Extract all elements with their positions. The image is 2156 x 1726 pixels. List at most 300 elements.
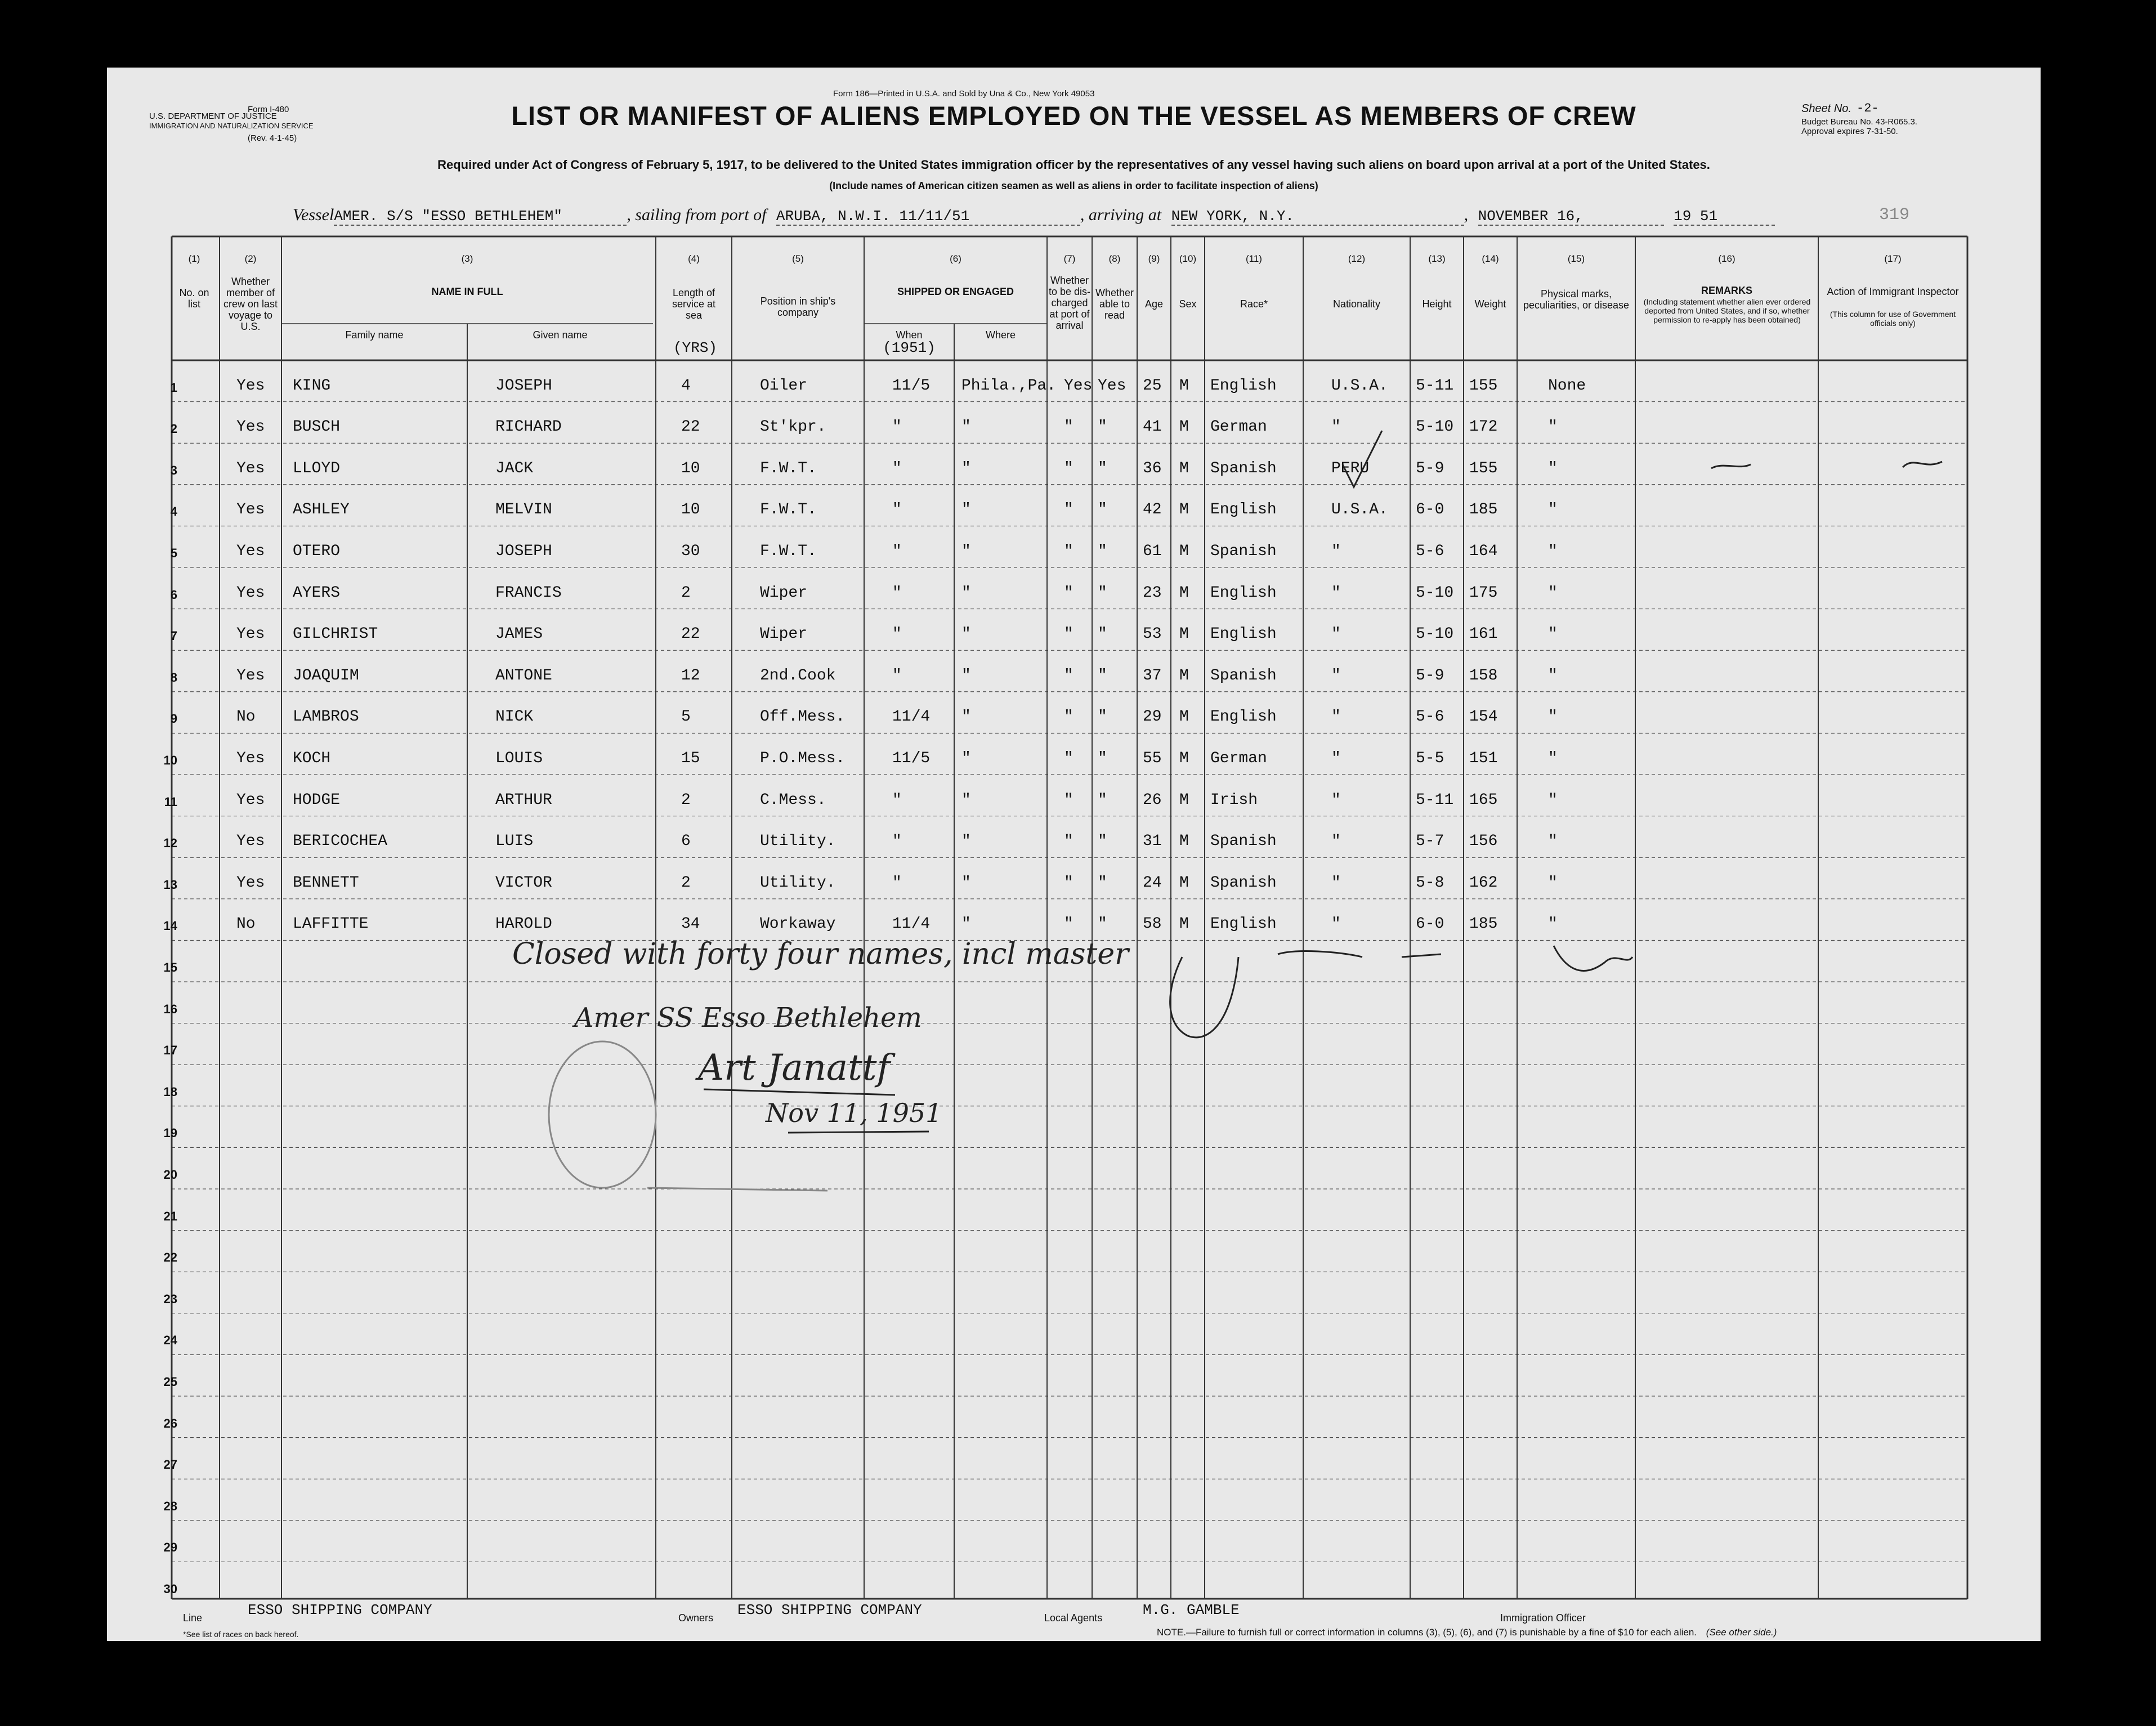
length-of-service-cell: 22 xyxy=(681,625,700,643)
header-remarks-note: (Including statement whether alien ever ordered deported from United States, and if so, whether permission to re-apply has been obtained) xyxy=(1643,297,1811,324)
shipped-where-cell: " xyxy=(961,625,971,643)
nationality-cell: " xyxy=(1331,543,1341,560)
member-cell: Yes xyxy=(236,418,265,436)
handwritten-vessel: Amer SS Esso Bethlehem xyxy=(574,1002,922,1034)
header-discharged: Whether to be dis- charged at port of arrival xyxy=(1048,275,1091,331)
position-cell: Utility. xyxy=(760,833,836,851)
family-name-cell: BERICOCHEA xyxy=(293,833,388,851)
header-race: Race* xyxy=(1240,298,1268,310)
discharged-cell: " xyxy=(1064,459,1073,477)
family-name-cell: JOAQUIM xyxy=(293,667,359,685)
shipped-when-cell: " xyxy=(892,543,902,560)
family-name-cell: LAMBROS xyxy=(293,708,359,726)
able-to-read-cell: " xyxy=(1098,915,1107,933)
height-cell: 5-5 xyxy=(1416,750,1444,767)
shipped-when-cell: " xyxy=(892,459,902,477)
shipped-when-cell: 11/4 xyxy=(892,708,931,726)
shipped-where-cell: " xyxy=(961,667,971,685)
handwritten-date: Nov 11, 1951 xyxy=(766,1098,942,1128)
age-cell: 37 xyxy=(1143,667,1162,685)
shipped-when-cell: " xyxy=(892,625,902,643)
given-name-cell: JACK xyxy=(495,459,534,477)
col-num: (5) xyxy=(792,253,804,264)
header-physical: Physical marks, peculiarities, or disease xyxy=(1523,288,1630,311)
physical-marks-cell: " xyxy=(1548,874,1558,892)
able-to-read-cell: Yes xyxy=(1098,377,1126,395)
discharged-cell: " xyxy=(1064,667,1073,685)
sex-cell: M xyxy=(1179,750,1189,767)
given-name-cell: ARTHUR xyxy=(495,791,552,809)
position-cell: F.W.T. xyxy=(760,459,817,477)
shipped-where-cell: " xyxy=(961,418,971,436)
race-cell: German xyxy=(1210,418,1267,436)
position-cell: F.W.T. xyxy=(760,501,817,519)
length-of-service-cell: 2 xyxy=(681,584,691,602)
nationality-cell: U.S.A. xyxy=(1331,377,1388,395)
hdr-yrs-note: (YRS) xyxy=(673,339,717,356)
able-to-read-cell: " xyxy=(1098,501,1107,519)
row-number: 19 xyxy=(163,1126,177,1141)
arriving-label: , arriving at xyxy=(1080,205,1162,224)
length-of-service-cell: 10 xyxy=(681,459,700,477)
race-cell: English xyxy=(1210,625,1277,643)
footer-owners-value: ESSO SHIPPING COMPANY xyxy=(737,1602,922,1618)
row-number: 28 xyxy=(163,1499,177,1513)
weight-cell: 161 xyxy=(1469,625,1498,643)
row-number: 6 xyxy=(170,587,177,602)
age-cell: 26 xyxy=(1143,791,1162,809)
position-cell: Wiper xyxy=(760,625,808,643)
vessel-label: Vessel xyxy=(293,205,334,224)
weight-cell: 158 xyxy=(1469,667,1498,685)
member-cell: Yes xyxy=(236,501,265,519)
col-num: (6) xyxy=(950,253,961,264)
age-cell: 29 xyxy=(1143,708,1162,726)
family-name-cell: BUSCH xyxy=(293,418,341,436)
position-cell: F.W.T. xyxy=(760,543,817,560)
given-name-cell: LOUIS xyxy=(495,750,543,767)
nationality-cell: " xyxy=(1331,874,1341,892)
header-position: Position in ship's company xyxy=(760,296,836,318)
nationality-cell: " xyxy=(1331,667,1341,685)
header-nationality: Nationality xyxy=(1332,298,1381,310)
weight-cell: 162 xyxy=(1469,874,1498,892)
height-cell: 5-6 xyxy=(1416,708,1444,726)
race-cell: English xyxy=(1210,915,1277,933)
row-number: 7 xyxy=(170,629,177,643)
footer-owners-label: Owners xyxy=(678,1612,714,1624)
row-number: 9 xyxy=(170,712,177,726)
col-num: (7) xyxy=(1063,253,1076,264)
arrival-date: NOVEMBER 16, xyxy=(1478,208,1664,226)
shipped-when-cell: " xyxy=(892,874,902,892)
position-cell: St'kpr. xyxy=(760,418,826,436)
discharged-cell: " xyxy=(1064,543,1073,560)
physical-marks-cell: " xyxy=(1548,791,1558,809)
shipped-when-cell: " xyxy=(892,418,902,436)
height-cell: 5-10 xyxy=(1416,418,1454,436)
race-cell: English xyxy=(1210,377,1277,395)
row-number: 25 xyxy=(163,1375,177,1389)
header-height: Height xyxy=(1422,298,1452,310)
col-num: (15) xyxy=(1567,253,1585,264)
sex-cell: M xyxy=(1179,543,1189,560)
given-name-cell: RICHARD xyxy=(495,418,562,436)
shipped-where-cell: Phila.,Pa. xyxy=(961,377,1057,395)
race-cell: English xyxy=(1210,708,1277,726)
handwritten-closing: Closed with forty four names, incl master xyxy=(512,937,1129,971)
member-cell: Yes xyxy=(236,459,265,477)
row-number: 1 xyxy=(170,380,177,395)
header-family-name: Family name xyxy=(345,329,404,341)
shipped-when-cell: " xyxy=(892,584,902,602)
able-to-read-cell: " xyxy=(1098,543,1107,560)
race-cell: Spanish xyxy=(1210,874,1277,892)
position-cell: Oiler xyxy=(760,377,808,395)
race-cell: Spanish xyxy=(1210,667,1277,685)
nationality-cell: U.S.A. xyxy=(1331,501,1388,519)
weight-cell: 185 xyxy=(1469,501,1498,519)
age-cell: 42 xyxy=(1143,501,1162,519)
agency-line: IMMIGRATION AND NATURALIZATION SERVICE xyxy=(149,122,314,130)
nationality-cell: " xyxy=(1331,584,1341,602)
row-number: 2 xyxy=(170,422,177,436)
height-cell: 5-7 xyxy=(1416,833,1444,851)
sex-cell: M xyxy=(1179,501,1189,519)
vessel-name: AMER. S/S "ESSO BETHLEHEM" xyxy=(334,208,627,226)
sex-cell: M xyxy=(1179,708,1189,726)
nationality-cell: " xyxy=(1331,418,1341,436)
footer-agents-value: M.G. GAMBLE xyxy=(1143,1602,1240,1618)
form-subtitle-note: (Include names of American citizen seamen as well as aliens in order to facilitate inspection of aliens) xyxy=(829,180,1318,191)
height-cell: 5-10 xyxy=(1416,625,1454,643)
nationality-cell: " xyxy=(1331,708,1341,726)
family-name-cell: KOCH xyxy=(293,750,331,767)
discharged-cell: Yes xyxy=(1064,377,1093,395)
sex-cell: M xyxy=(1179,584,1189,602)
row-number: 8 xyxy=(170,670,177,685)
position-cell: Off.Mess. xyxy=(760,708,846,726)
length-of-service-cell: 6 xyxy=(681,833,691,851)
family-name-cell: HODGE xyxy=(293,791,341,809)
footer-agents-label: Local Agents xyxy=(1044,1612,1103,1624)
position-cell: C.Mess. xyxy=(760,791,826,809)
row-number: 5 xyxy=(170,546,177,560)
row-number: 17 xyxy=(163,1043,177,1058)
header-action-note: (This column for use of Government officials only) xyxy=(1830,310,1956,328)
row-number: 20 xyxy=(163,1168,177,1182)
physical-marks-cell: " xyxy=(1548,459,1558,477)
header-remarks: REMARKS xyxy=(1701,285,1752,296)
member-cell: Yes xyxy=(236,584,265,602)
physical-marks-cell: " xyxy=(1548,418,1558,436)
shipped-where-cell: " xyxy=(961,501,971,519)
age-cell: 31 xyxy=(1143,833,1162,851)
row-number: 14 xyxy=(163,919,177,933)
able-to-read-cell: " xyxy=(1098,459,1107,477)
footer-line-value: ESSO SHIPPING COMPANY xyxy=(248,1602,432,1618)
col-num: (11) xyxy=(1246,253,1262,264)
shipped-where-cell: " xyxy=(961,874,971,892)
budget-line: Approval expires 7-31-50. xyxy=(1801,127,1898,136)
age-cell: 41 xyxy=(1143,418,1162,436)
height-cell: 5-6 xyxy=(1416,543,1444,560)
age-cell: 24 xyxy=(1143,874,1162,892)
age-cell: 23 xyxy=(1143,584,1162,602)
race-cell: English xyxy=(1210,584,1277,602)
physical-marks-cell: " xyxy=(1548,667,1558,685)
discharged-cell: " xyxy=(1064,874,1073,892)
shipped-where-cell: " xyxy=(961,791,971,809)
given-name-cell: JOSEPH xyxy=(495,377,552,395)
height-cell: 5-9 xyxy=(1416,459,1444,477)
race-cell: Spanish xyxy=(1210,459,1277,477)
family-name-cell: GILCHRIST xyxy=(293,625,378,643)
height-cell: 5-11 xyxy=(1416,791,1454,809)
row-number: 26 xyxy=(163,1416,177,1430)
length-of-service-cell: 10 xyxy=(681,501,700,519)
col-num: (1) xyxy=(188,253,200,264)
position-cell: 2nd.Cook xyxy=(760,667,836,685)
shipped-when-cell: " xyxy=(892,833,902,851)
footer-see-other: (See other side.) xyxy=(1706,1627,1777,1638)
physical-marks-cell: " xyxy=(1548,584,1558,602)
length-of-service-cell: 2 xyxy=(681,791,691,809)
member-cell: Yes xyxy=(236,791,265,809)
height-cell: 5-8 xyxy=(1416,874,1444,892)
member-cell: Yes xyxy=(236,625,265,643)
sailing-label: , sailing from port of xyxy=(627,205,767,224)
shipped-when-cell: " xyxy=(892,791,902,809)
col-num: (14) xyxy=(1482,253,1499,264)
family-name-cell: LAFFITTE xyxy=(293,915,369,933)
age-cell: 61 xyxy=(1143,543,1162,560)
header-able-read: Whether able to read xyxy=(1095,287,1134,321)
shipped-where-cell: " xyxy=(961,584,971,602)
sailing-from: ARUBA, N.W.I. 11/11/51 xyxy=(776,208,1080,226)
length-of-service-cell: 12 xyxy=(681,667,700,685)
col-num: (12) xyxy=(1348,253,1366,264)
position-cell: Wiper xyxy=(760,584,808,602)
shipped-where-cell: " xyxy=(961,915,971,933)
sex-cell: M xyxy=(1179,377,1189,395)
col-num: (2) xyxy=(244,253,257,264)
weight-cell: 155 xyxy=(1469,377,1498,395)
header-given-name: Given name xyxy=(533,329,588,341)
sheet-number: -2- xyxy=(1857,101,1879,115)
row-number: 3 xyxy=(170,463,177,477)
family-name-cell: OTERO xyxy=(293,543,341,560)
member-cell: Yes xyxy=(236,377,265,395)
sex-cell: M xyxy=(1179,833,1189,851)
height-cell: 5-11 xyxy=(1416,377,1454,395)
physical-marks-cell: " xyxy=(1548,833,1558,851)
given-name-cell: FRANCIS xyxy=(495,584,562,602)
weight-cell: 164 xyxy=(1469,543,1498,560)
shipped-where-cell: " xyxy=(961,833,971,851)
row-number: 30 xyxy=(163,1582,177,1596)
weight-cell: 155 xyxy=(1469,459,1498,477)
header-action: Action of Immigrant Inspector xyxy=(1827,286,1959,297)
height-cell: 6-0 xyxy=(1416,501,1444,519)
footer-officer-label: Immigration Officer xyxy=(1500,1612,1586,1624)
weight-cell: 175 xyxy=(1469,584,1498,602)
length-of-service-cell: 5 xyxy=(681,708,691,726)
physical-marks-cell: " xyxy=(1548,501,1558,519)
footer-note: NOTE.—Failure to furnish full or correct information in columns (3), (5), (6), and (7) is punishable by a fine of $10 for each alien. xyxy=(1157,1627,1697,1638)
length-of-service-cell: 15 xyxy=(681,750,700,767)
arrival-year: 19 51 xyxy=(1674,208,1775,226)
given-name-cell: LUIS xyxy=(495,833,534,851)
able-to-read-cell: " xyxy=(1098,708,1107,726)
able-to-read-cell: " xyxy=(1098,418,1107,436)
discharged-cell: " xyxy=(1064,418,1073,436)
footer-line-label: Line xyxy=(183,1612,203,1624)
age-cell: 36 xyxy=(1143,459,1162,477)
able-to-read-cell: " xyxy=(1098,584,1107,602)
family-name-cell: ASHLEY xyxy=(293,501,350,519)
form-number-line: Form I-480 xyxy=(248,105,289,114)
family-name-cell: KING xyxy=(293,377,331,395)
stamp-number: 319 xyxy=(1879,205,1910,225)
row-number: 18 xyxy=(163,1084,177,1099)
col-num: (10) xyxy=(1179,253,1197,264)
shipped-where-cell: " xyxy=(961,750,971,767)
footer-penalty-note xyxy=(1157,1627,1777,1638)
race-cell: English xyxy=(1210,501,1277,519)
shipped-where-cell: " xyxy=(961,543,971,560)
member-cell: Yes xyxy=(236,750,265,767)
header-name-in-full: NAME IN FULL xyxy=(431,286,503,297)
row-number: 13 xyxy=(163,877,177,892)
discharged-cell: " xyxy=(1064,708,1073,726)
able-to-read-cell: " xyxy=(1098,625,1107,643)
length-of-service-cell: 34 xyxy=(681,915,700,933)
nationality-cell: " xyxy=(1331,625,1341,643)
length-of-service-cell: 22 xyxy=(681,418,700,436)
race-cell: German xyxy=(1210,750,1267,767)
length-of-service-cell: 4 xyxy=(681,377,691,395)
header-age: Age xyxy=(1144,298,1164,310)
nationality-cell: PERU xyxy=(1331,459,1370,477)
nationality-cell: " xyxy=(1331,791,1341,809)
row-number: 23 xyxy=(163,1291,177,1306)
agency-line: U.S. DEPARTMENT OF JUSTICE xyxy=(149,111,277,121)
member-cell: No xyxy=(236,708,256,726)
hdr-year-note: (1951) xyxy=(883,339,936,356)
row-number: 27 xyxy=(163,1457,177,1472)
sex-cell: M xyxy=(1179,791,1189,809)
length-of-service-cell: 30 xyxy=(681,543,700,560)
given-name-cell: VICTOR xyxy=(495,874,552,892)
handwritten-marks xyxy=(107,68,2041,1641)
row-number: 4 xyxy=(170,504,177,519)
able-to-read-cell: " xyxy=(1098,874,1107,892)
handwritten-signature: Art Janattf xyxy=(698,1047,891,1089)
discharged-cell: " xyxy=(1064,750,1073,767)
height-cell: 6-0 xyxy=(1416,915,1444,933)
member-cell: Yes xyxy=(236,543,265,560)
shipped-where-cell: " xyxy=(961,708,971,726)
col-num: (4) xyxy=(688,253,700,264)
physical-marks-cell: None xyxy=(1548,377,1586,395)
col-num: (16) xyxy=(1718,253,1735,264)
age-cell: 55 xyxy=(1143,750,1162,767)
row-number: 24 xyxy=(163,1333,177,1348)
position-cell: P.O.Mess. xyxy=(760,750,846,767)
shipped-when-cell: " xyxy=(892,667,902,685)
able-to-read-cell: " xyxy=(1098,667,1107,685)
able-to-read-cell: " xyxy=(1098,791,1107,809)
race-cell: Spanish xyxy=(1210,833,1277,851)
discharged-cell: " xyxy=(1064,501,1073,519)
row-number: 10 xyxy=(163,753,177,767)
weight-cell: 151 xyxy=(1469,750,1498,767)
nationality-cell: " xyxy=(1331,915,1341,933)
arriving-at: NEW YORK, N.Y. xyxy=(1171,208,1464,226)
member-cell: Yes xyxy=(236,667,265,685)
discharged-cell: " xyxy=(1064,584,1073,602)
header-when: When xyxy=(896,329,923,341)
length-of-service-cell: 2 xyxy=(681,874,691,892)
given-name-cell: JOSEPH xyxy=(495,543,552,560)
family-name-cell: BENNETT xyxy=(293,874,359,892)
header-whether-member: Whether member of crew on last voyage to U.S. xyxy=(223,276,278,332)
printer-line: Form 186—Printed in U.S.A. and Sold by Una & Co., New York 49053 xyxy=(833,89,1095,99)
able-to-read-cell: " xyxy=(1098,833,1107,851)
nationality-cell: " xyxy=(1331,750,1341,767)
weight-cell: 154 xyxy=(1469,708,1498,726)
shipped-when-cell: 11/5 xyxy=(892,377,931,395)
row-number: 29 xyxy=(163,1540,177,1555)
row-number: 22 xyxy=(163,1250,177,1265)
form-number-line: (Rev. 4-1-45) xyxy=(248,133,297,143)
physical-marks-cell: " xyxy=(1548,625,1558,643)
given-name-cell: NICK xyxy=(495,708,534,726)
budget-line: Budget Bureau No. 43-R065.3. xyxy=(1801,117,1917,127)
sheet-label: Sheet No. xyxy=(1801,102,1851,115)
col-num: (8) xyxy=(1108,253,1121,264)
voyage-line: VesselAMER. S/S "ESSO BETHLEHEM" , sailing from port of ARUBA, N.W.I. 11/11/51 , arriving at NEW YORK, N.Y. , NOVEMBER 16, 19 51 xyxy=(293,205,1775,226)
given-name-cell: HAROLD xyxy=(495,915,552,933)
age-cell: 58 xyxy=(1143,915,1162,933)
row-number: 11 xyxy=(164,794,177,809)
row-number: 16 xyxy=(163,1001,177,1016)
header-shipped: SHIPPED OR ENGAGED xyxy=(897,286,1014,297)
height-cell: 5-10 xyxy=(1416,584,1454,602)
discharged-cell: " xyxy=(1064,625,1073,643)
position-cell: Workaway xyxy=(760,915,836,933)
row-number: 15 xyxy=(163,960,177,974)
race-cell: Spanish xyxy=(1210,543,1277,560)
header-where: Where xyxy=(985,329,1016,341)
physical-marks-cell: " xyxy=(1548,543,1558,560)
form-title: LIST OR MANIFEST OF ALIENS EMPLOYED ON THE VESSEL AS MEMBERS OF CREW xyxy=(511,101,1636,131)
header-no-on-list: No. on list xyxy=(179,287,209,310)
col-num: (3) xyxy=(461,253,473,264)
physical-marks-cell: " xyxy=(1548,915,1558,933)
nationality-cell: " xyxy=(1331,833,1341,851)
sex-cell: M xyxy=(1179,459,1189,477)
member-cell: No xyxy=(236,915,256,933)
given-name-cell: JAMES xyxy=(495,625,543,643)
row-number: 12 xyxy=(163,836,177,851)
able-to-read-cell: " xyxy=(1098,750,1107,767)
discharged-cell: " xyxy=(1064,791,1073,809)
discharged-cell: " xyxy=(1064,915,1073,933)
age-cell: 25 xyxy=(1143,377,1162,395)
sex-cell: M xyxy=(1179,874,1189,892)
